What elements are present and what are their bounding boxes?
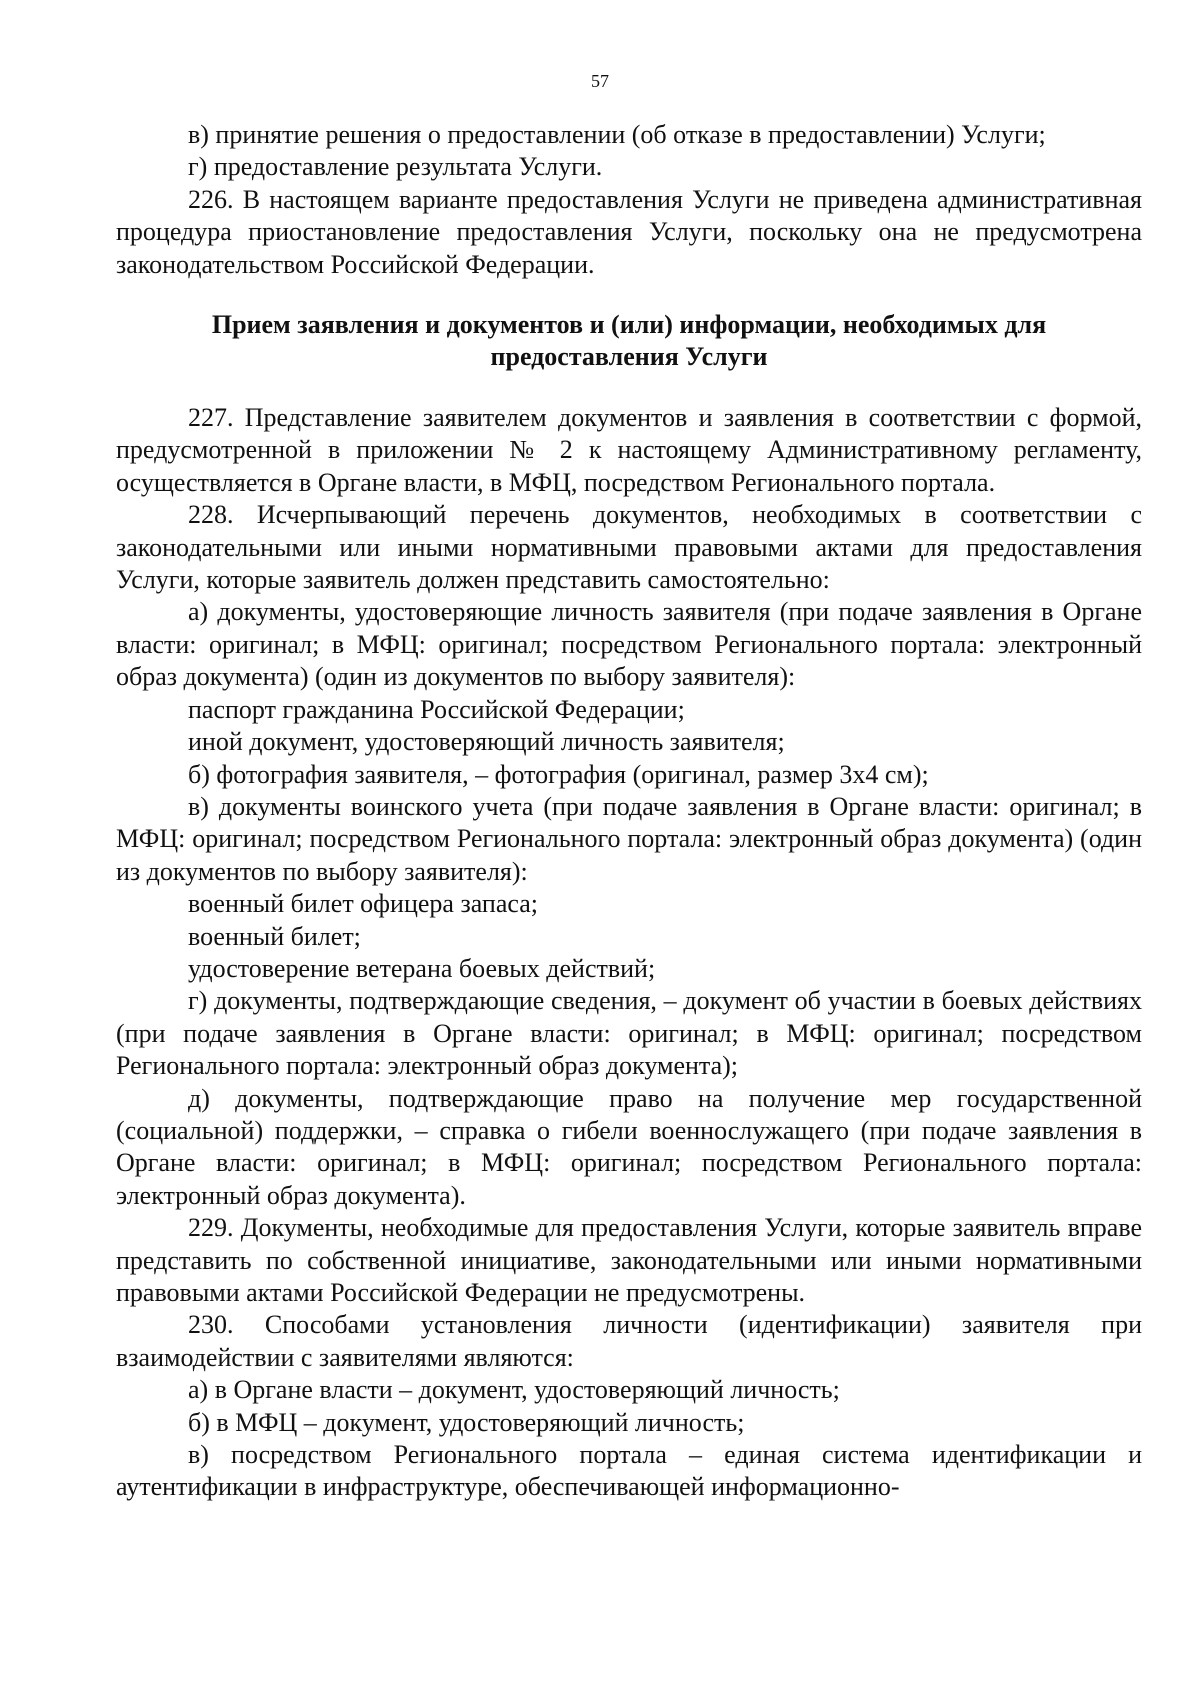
section-heading <box>116 309 1142 373</box>
paragraph: военный билет; <box>188 921 361 951</box>
paragraph: 226. В настоящем варианте предоставления Услуги не приведена административная процедура приостановление предоставления Услуги, поскольку она не предусмотрена законодательством Российской Федерации. <box>116 184 1142 279</box>
paragraph: г) предоставление результата Услуги. <box>188 152 603 182</box>
paragraph: военный билет офицера запаса; <box>188 889 538 919</box>
paragraph: г) документы, подтверждающие сведения, – документ об участии в боевых действиях (при подаче заявления в Органе власти: оригинал; в МФЦ: оригинал; посредством Регионального портала: электронный образ документа); <box>116 986 1142 1081</box>
paragraph: иной документ, удостоверяющий личность заявителя; <box>188 727 785 757</box>
paragraph: д) документы, подтверждающие право на получение мер государственной (социальной) поддержки, – справка о гибели военнослужащего (при подаче заявления в Органе власти: оригинал; в МФЦ: оригинал; посредством Регионального портала: электронный образ документа). <box>116 1083 1142 1210</box>
paragraph: 228. Исчерпывающий перечень документов, необходимых в соответствии с законодательными или иными нормативными правовыми актами для предоставления Услуги, которые заявитель должен представить самостоятельно: <box>116 500 1142 595</box>
section-heading-line: Прием заявления и документов и (или) информации, необходимых для <box>211 310 1047 340</box>
paragraph: а) в Органе власти – документ, удостоверяющий личность; <box>188 1375 840 1405</box>
paragraph: 229. Документы, необходимые для предоставления Услуги, которые заявитель вправе представить по собственной инициативе, законодательными или иными нормативными правовыми актами Российской Федерации не предусмотрены. <box>116 1213 1142 1307</box>
page-number: 57 <box>591 71 609 91</box>
paragraph: в) посредством Регионального портала – единая система идентификации и аутентификации в инфраструктуре, обеспечивающей информационно- <box>116 1440 1142 1502</box>
paragraph: 227. Представление заявителем документов и заявления в соответствии с формой, предусмотренной в приложении № 2 к настоящему Административному регламенту, осуществляется в Органе власти, в МФЦ, посредством Регионального портала. <box>116 403 1142 497</box>
section-heading-line: предоставления Услуги <box>490 342 768 372</box>
paragraph: в) принятие решения о предоставлении (об отказе в предоставлении) Услуги; <box>188 120 1046 149</box>
paragraph: удостоверение ветерана боевых действий; <box>188 953 656 983</box>
paragraph: в) документы воинского учета (при подаче заявления в Органе власти: оригинал; в МФЦ: оригинал; посредством Регионального портала: электронный образ документа) (один из документов по выбору заявителя): <box>116 791 1142 886</box>
paragraph: б) фотография заявителя, – фотография (оригинал, размер 3х4 см); <box>188 759 929 789</box>
document-body <box>116 119 1142 1504</box>
paragraph: а) документы, удостоверяющие личность заявителя (при подаче заявления в Органе власти: оригинал; в МФЦ: оригинал; посредством Регионального портала: электронный образ документа) (один из документов по выбору заявителя): <box>116 597 1142 692</box>
paragraph: б) в МФЦ – документ, удостоверяющий личность; <box>188 1407 745 1437</box>
paragraph: паспорт гражданина Российской Федерации; <box>188 694 685 724</box>
paragraph: 230. Способами установления личности (идентификации) заявителя при взаимодействии с заявителями являются: <box>116 1310 1142 1372</box>
